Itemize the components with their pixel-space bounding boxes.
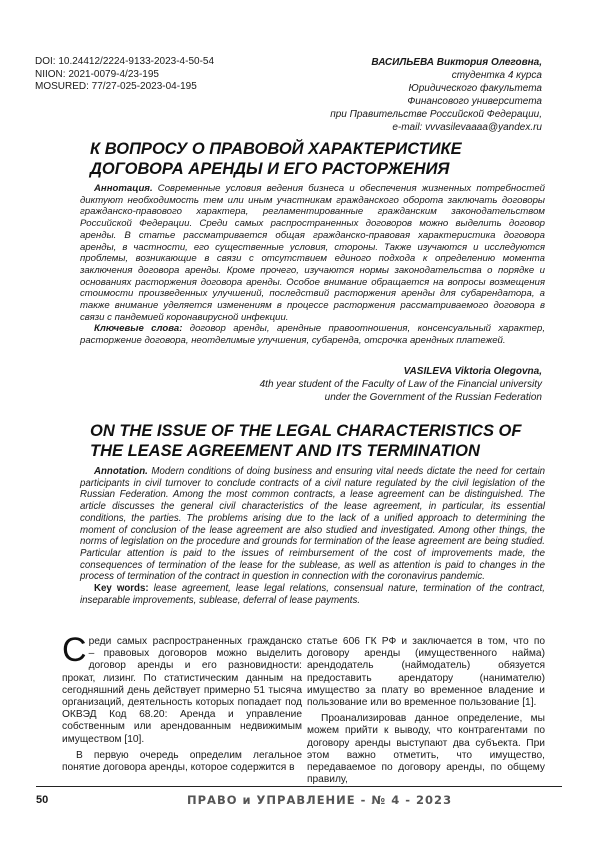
doi-line[interactable]: DOI: 10.24412/2224-9133-2023-4-50-54 xyxy=(35,56,215,67)
article-identifiers xyxy=(35,56,214,94)
author-name-en: VASILEVA Viktoria Olegovna, xyxy=(403,366,542,377)
body-column-right xyxy=(307,636,545,790)
page-number: 50 xyxy=(36,794,49,806)
body-column-left xyxy=(62,631,302,778)
article-title-en: ON THE ISSUE OF THE LEGAL CHARACTERISTICS OF THE LEASE AGREEMENT AND ITS TERMINATION xyxy=(90,422,522,460)
author-government-ru: при Правительстве Российской Федерации, xyxy=(330,109,542,120)
author-position-en: 4th year student of the Faculty of Law of the Financial university xyxy=(259,379,542,390)
niion-line: NIION: 2021-0079-4/23-195 xyxy=(35,68,159,80)
keywords-label-en: Key words: xyxy=(94,583,149,595)
keywords-text-en: lease agreement, lease legal relations, consensual nature, termination of the contract, inseparable improvements, sublease, deferral of lease payments. xyxy=(80,583,545,606)
journal-name: ПРАВО и УПРАВЛЕНИЕ - № 4 - 2023 xyxy=(187,793,453,807)
author-block-en xyxy=(222,365,542,404)
author-university-ru: Финансового университета xyxy=(407,96,542,107)
author-email[interactable]: e-mail: vvvasilevaaaa@yandex.ru xyxy=(392,122,542,133)
abstract-label-en: Annotation. xyxy=(94,466,148,477)
abstract-ru xyxy=(80,183,545,347)
abstract-en xyxy=(80,466,545,606)
author-faculty-ru: Юридического факультета xyxy=(408,83,542,94)
abstract-text-en: Modern conditions of doing business and ensuring vital needs dictate the need for certain participants in civil turnover to conclude contracts of a civil nature regulated by the civil legislation of the Russian Federation. Among the most common contracts, a lease agreement can be distinguished. The article discusses the general civil characteristics of the lease agreement, in particular, its essential conditions, the parties. The problems arising due to the lack of a unified approach to determining the moment of conclusion of the lease agreement are also studied and investigated. Among other things, the norms of legislation on the procedure and grounds for termination of the lease agreement are being studied. Particular attention is paid to the issues of reimbursement of the cost of improvements made, the consequences of termination of the lease for the sublease, as well as attention is paid to changes in the process of termination of the contract in question in connection with the coronavirus pandemic. xyxy=(80,466,545,583)
article-title-ru: К ВОПРОСУ О ПРАВОВОЙ ХАРАКТЕРИСТИКЕ ДОГОВОРА АРЕНДЫ И ЕГО РАСТОРЖЕНИЯ xyxy=(90,140,462,178)
author-position-ru: студентка 4 курса xyxy=(451,70,542,81)
abstract-text-ru: Современные условия ведения бизнеса и обеспечения жизненных потребностей диктуют необходимость тем или иным участникам гражданского оборота заключать договоры гражданско-правового характера, регламентированные гражданским законодательством Российской Федерации. Среди самых распространенных договоров можно выделить договор аренды. В статье рассматривается общая гражданско-правовая характеристика договора аренды, в частности, его существенные условия, стороны. Также изучаются и исследуются проблемы, возникающие в связи с отсутствием единого подхода к определению момента заключения договора аренды. Кроме прочего, изучаются нормы законодательства о порядке и основаниях расторжения договора аренды. Особое внимание обращается на вопросы возмещения стоимости произведенных улучшений, последствий расторжения аренды для субарендатора, а также внимание уделяется изменениям в процессе расторжения рассматриваемого договора в связи с пандемией коронавирусной инфекции. xyxy=(80,183,545,323)
keywords-label-ru: Ключевые слова: xyxy=(94,323,183,335)
body-paragraph-2: В первую очередь определим легальное понятие договора аренды, которое содержится в xyxy=(62,749,302,774)
keywords-text-ru: договор аренды, арендные правоотношения, консенсуальный характер, расторжение договора, неотделимые улучшения, субаренда, отсрочка арендных платежей. xyxy=(80,323,545,347)
body-paragraph-1: реди самых распространенных гражданско – правовых договоров можно выделить договор аренды и его разновидности: прокат, лизинг. По статистическим данным на сегодняшний день действует примерно 51 тысяча организаций, деятельность которых попадает под ОКВЭД Код 68.20: Аренда и управление собственным или арендованным недвижимым имуществом [10]. xyxy=(62,636,302,745)
author-affiliation-en: under the Government of the Russian Federation xyxy=(324,392,542,403)
footer-rule xyxy=(36,786,562,787)
drop-cap: С xyxy=(62,631,87,669)
author-name-ru: ВАСИЛЬЕВА Виктория Олеговна, xyxy=(371,57,542,68)
body-paragraph-3: статье 606 ГК РФ и заключается в том, что по договору аренды (имущественного найма) арендодатель (наймодатель) обязуется предоставить арендатору (нанимателю) имущество за плату во временное владение и пользование или во временное пользование [1]. xyxy=(307,636,545,709)
mosured-line: MOSURED: 77/27-025-2023-04-195 xyxy=(35,81,197,92)
author-block-ru xyxy=(242,56,542,134)
body-paragraph-4: Проанализировав данное определение, мы можем прийти к выводу, что контрагентами по договору аренды выступают два субъекта. При этом важно отметить, что имущество, передаваемое по договору аренды, по общему правилу, xyxy=(307,713,545,786)
abstract-label-ru: Аннотация. xyxy=(94,183,153,194)
